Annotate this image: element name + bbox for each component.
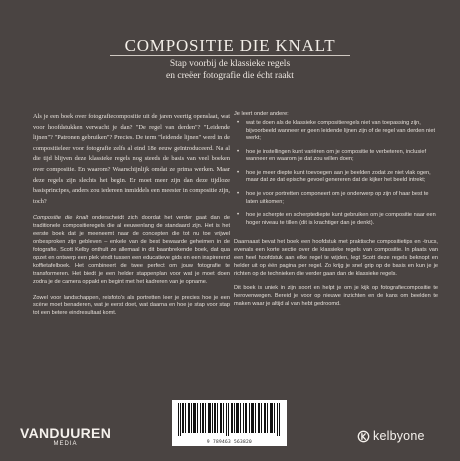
body-paragraph-1-text: onderscheidt zich doordat het verder gaat dan de traditionele compositieregels die al eeuwenlang de standaard zijn. Het is het eerste boek dat je meeneemt naar de concepten die tot nu toe vrijwel onbesproken zijn gebleven – enkele van de best bewaarde geheimen in de fotografie. Scott Kelby onthult ze allemaal in dit baanbrekende boek, dat qua opzet en ontwerp een plek vindt tussen een educatieve gids en een inspirerend koffietafelboek. Het combineert de twee perfect om jouw fotografie te transformeren. Het biedt je een helder stappenplan voor wat je moet doen zodra je de camera oppakt en begint met het kadreren van je opname. [33,215,230,285]
list-item: • hoe je voor portretten componeert om je onderwerp op zijn of haar best te laten uitkomen; [237,191,429,205]
kelbyone-mark-icon [357,430,370,443]
publisher-logo [20,426,111,448]
list-lead: Je leert onder andere: [234,111,289,117]
publisher-logo-name: VANDUUREN [20,425,112,441]
bullet-icon: • [237,148,240,155]
list-item: • hoe je scherpte en scherptediepte kunt gebruiken om je compositie naar een hoger niveau te tillen (dit is krachtiger dan je denkt). [237,212,436,226]
body-paragraph-4: Dit boek is uniek in zijn soort en helpt je om je kijk op fotografiecompositie te herovenwegen. Bereid je voor op nieuwe inzichten en de kans om beelden te maken waar je altijd al van hebt gedroomd. [234,284,438,307]
body-paragraph-3: Daarnaast bevat het boek een hoofdstuk met praktische compositietips en -trucs, evenals een korte sectie over de klassieke regels van compositie. In plaats van een heel hoofdstuk aan elke regel te wijden, legt Scott deze regels beknopt en helder uit op één pagina per regel. Zo krijg je snel grip op de basis en kun je je richten op de technieken die verder gaan dan de klassieke regels. [234,239,438,278]
right-column [234,111,438,309]
bullet-icon: • [237,191,240,198]
book-title-italic: Compositie die knalt [33,215,88,222]
bullet-icon: • [237,119,240,126]
isbn-barcode [172,400,287,446]
title-divider [110,55,350,56]
partner-logo [357,429,425,443]
subtitle-line-1: Stap voorbij de klassieke regels [169,59,291,69]
body-paragraph-2: Zowel voor landschappen, reisfoto's als portretten leer je precies hoe je een scène moet benaderen, wat je eerst doet, wat daarna en hoe je stap voor stap tot een betere eindresultaat komt. [33,294,230,317]
left-column [33,112,230,318]
list-item: • hoe je meer diepte kunt toevoegen aan je beelden zodat ze niet vlak ogen, maar dat ze dat epische gevoel genereren dat de kijker het beeld intrekt; [237,169,431,184]
subtitle-line-2: en creëer fotografie die écht raakt [166,71,294,81]
isbn-number: 9 789463 563820 [206,440,253,445]
list-item: • wat te doen als de klassieke compositieregels niet van toepassing zijn, bijvoorbeeld wanneer er geen leidende lijnen zijn of de regel van derden niet werkt; [237,119,436,142]
bullet-icon: • [237,169,240,176]
publisher-logo-sub: MEDIA [53,441,78,447]
partner-logo-name: kelbyone [373,429,425,443]
learning-list [234,120,438,228]
bullet-icon: • [237,212,240,219]
barcode-bars [178,403,281,436]
body-paragraph-1 [33,215,230,286]
intro-paragraph: Als je een boek over fotografiecompositie uit de jaren veertig openslaat, wat voor hoofdstukken verwacht je dan? "De regel van derden"? "Leidende lijnen"? "Patronen gebruiken"? Precies. De term "leidende lijnen" werd in de compositieleer voor fotografie zelfs al eind 18e eeuw geïntroduceerd. Na al die tijd blijven deze klassieke regels nog steeds de basis van veel boeken over compositie. En waarom? Waarschijnlijk omdat ze prima werken. Maar deze regels zijn slechts het begin. Er moet meer zijn dan deze tijdloze basisprincipes, anders zou iedereen inmiddels een meester in compositie zijn, toch? [33,113,230,205]
book-title: COMPOSITIE DIE KNALT [124,36,336,55]
list-item: • hoe je instellingen kunt variëren om je compositie te verbeteren, inclusief wanneer en waarom je dat zou willen doen; [237,148,427,163]
